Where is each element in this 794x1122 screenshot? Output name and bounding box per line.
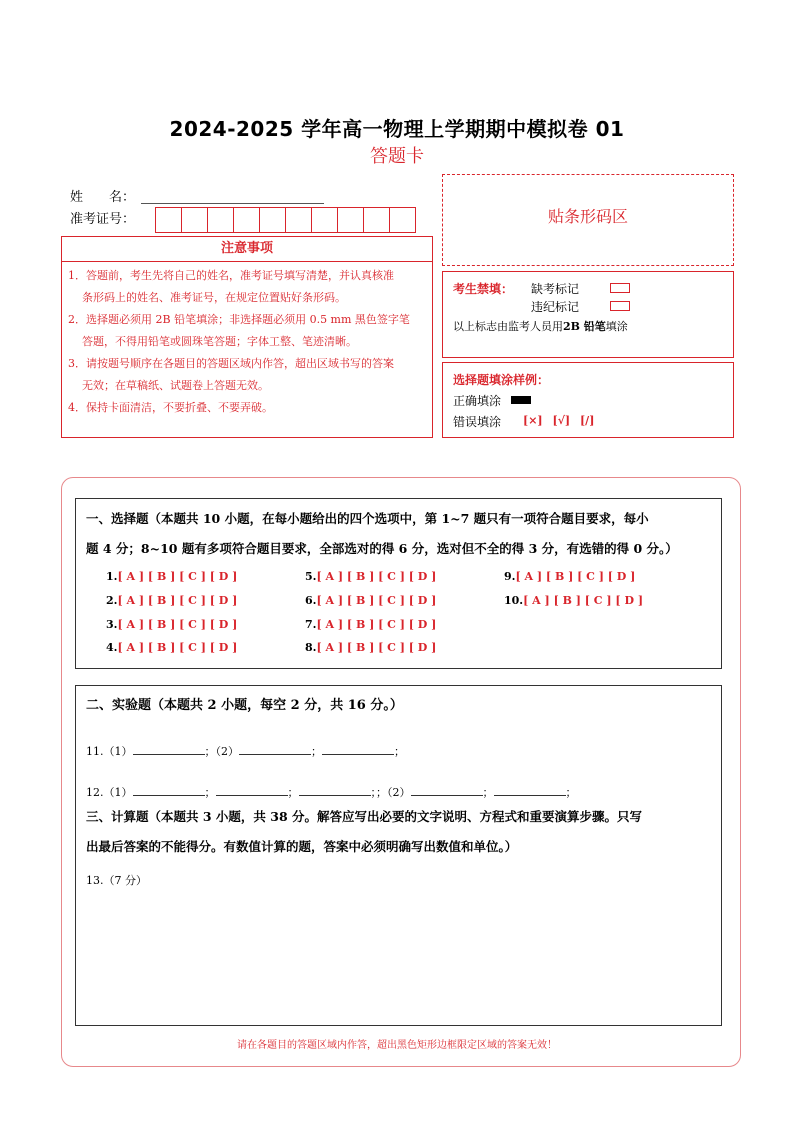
question-number: 9.	[504, 570, 516, 583]
page-subtitle: 答题卡	[370, 146, 424, 167]
answer-blank[interactable]	[299, 783, 371, 796]
choice-question[interactable]	[504, 594, 643, 607]
choice-question[interactable]	[305, 570, 436, 583]
fill-sample-title: 选择题填涂样例：	[453, 373, 550, 387]
notice-heading: 注意事项	[62, 237, 432, 262]
answer-blank[interactable]	[239, 742, 311, 755]
question-number: 5.	[305, 570, 317, 583]
q12-row	[86, 783, 577, 800]
choice-options[interactable]: [ A ] [ B ] [ C ] [ D ]	[523, 594, 644, 607]
wrong-fill-examples	[523, 414, 594, 427]
choice-question[interactable]	[305, 618, 436, 631]
notice-item	[62, 397, 432, 419]
examiner-note-text: 填涂	[605, 320, 628, 333]
notice-item	[62, 265, 432, 309]
absent-mark-box[interactable]	[610, 283, 630, 293]
q11-part2-label: ；（2）	[204, 745, 239, 758]
id-digit-box[interactable]	[338, 208, 364, 232]
question-number: 3.	[106, 618, 118, 631]
q13-label: 13.（7 分）	[86, 874, 147, 887]
barcode-area: 贴条形码区	[442, 174, 734, 266]
section-experiment-title: 二、实验题（本题共 2 小题，每空 2 分，共 16 分。）	[86, 698, 403, 713]
choice-question[interactable]	[305, 594, 436, 607]
id-digit-box[interactable]	[156, 208, 182, 232]
choice-options[interactable]: [ A ] [ B ] [ C ] [ D ]	[316, 594, 437, 607]
separator: ；	[394, 745, 405, 758]
answer-blank[interactable]	[411, 783, 483, 796]
section-choice-title-line2: 题 4 分；8~10 题有多项符合题目要求，全部选对的得 6 分，选对但不全的得 3 分，有选错的得 0 分。）	[86, 541, 678, 556]
answer-blank[interactable]	[322, 742, 394, 755]
notice-item-line: 3．请按题号顺序在各题目的答题区域内作答，超出区域书写的答案	[68, 357, 394, 370]
notice-item-line: 答题，不得用铅笔或圆珠笔答题；字体工整、笔迹清晰。	[82, 335, 357, 348]
question-number: 7.	[305, 618, 317, 631]
name-field[interactable]	[141, 202, 324, 204]
id-digit-box[interactable]	[312, 208, 338, 232]
violation-mark-box[interactable]	[610, 301, 630, 311]
id-digit-box[interactable]	[208, 208, 234, 232]
notice-item-line: 1．答题前，考生先将自己的姓名，准考证号填写清楚，并认真核准	[68, 269, 394, 282]
q12-part2-label: ；（2）	[376, 786, 411, 799]
notice-item-line: 2．选择题必须用 2B 铅笔填涂；非选择题必须用 0.5 mm 黑色签字笔	[68, 313, 410, 326]
question-number: 4.	[106, 641, 118, 654]
section-choice	[75, 498, 722, 669]
separator: ；	[565, 786, 577, 799]
section-experiment-calc	[75, 685, 722, 1026]
separator: ；	[370, 786, 376, 799]
question-number: 8.	[305, 641, 317, 654]
id-digit-box[interactable]	[260, 208, 286, 232]
choice-question[interactable]	[106, 570, 237, 583]
choice-options[interactable]: [ A ] [ B ] [ C ] [ D ]	[117, 641, 238, 654]
examiner-only-label: 考生禁填：	[453, 282, 514, 296]
wrong-mark: [√]	[552, 414, 571, 427]
choice-question[interactable]	[504, 570, 635, 583]
choice-options[interactable]: [ A ] [ B ] [ C ] [ D ]	[316, 570, 437, 583]
id-digit-box[interactable]	[390, 208, 415, 232]
q11-row	[86, 742, 405, 759]
examiner-note-bold: 2B 铅笔	[563, 320, 606, 333]
notice-item-line: 4．保持卡面清洁，不要折叠、不要弄破。	[68, 401, 273, 414]
question-number: 1.	[106, 570, 118, 583]
choice-options[interactable]: [ A ] [ B ] [ C ] [ D ]	[316, 618, 437, 631]
absent-mark-label: 缺考标记	[531, 282, 580, 296]
choice-question[interactable]	[106, 618, 237, 631]
question-number: 6.	[305, 594, 317, 607]
separator: ；	[482, 786, 494, 799]
examiner-only-box	[442, 271, 734, 358]
examiner-note	[453, 318, 628, 334]
id-label: 准考证号：	[70, 212, 136, 227]
violation-mark-label: 违纪标记	[531, 300, 580, 314]
separator: ；	[311, 745, 322, 758]
choice-options[interactable]: [ A ] [ B ] [ C ] [ D ]	[316, 641, 437, 654]
section-calc-title-line2: 出最后答案的不能得分。有数值计算的题，答案中必须明确写出数值和单位。）	[86, 839, 518, 854]
notice-item-line: 无效；在草稿纸、试题卷上答题无效。	[82, 379, 269, 392]
id-digit-box[interactable]	[182, 208, 208, 232]
choice-options[interactable]: [ A ] [ B ] [ C ] [ D ]	[117, 618, 238, 631]
notice-item	[62, 353, 432, 397]
choice-options[interactable]: [ A ] [ B ] [ C ] [ D ]	[117, 594, 238, 607]
notice-item-line: 条形码上的姓名、准考证号，在规定位置贴好条形码。	[82, 291, 346, 304]
notice-box	[61, 236, 433, 438]
q13-answer-area[interactable]	[86, 891, 711, 1016]
q12-label: 12.（1）	[86, 786, 133, 799]
answer-blank[interactable]	[133, 783, 205, 796]
wrong-fill-label: 错误填涂	[453, 415, 502, 429]
question-number: 2.	[106, 594, 118, 607]
separator: ；	[204, 786, 216, 799]
examiner-note-text: 以上标志由监考人员用	[453, 320, 563, 333]
fill-sample-box	[442, 362, 734, 438]
answer-blank[interactable]	[216, 783, 288, 796]
choice-options[interactable]: [ A ] [ B ] [ C ] [ D ]	[117, 570, 238, 583]
answer-blank[interactable]	[133, 742, 205, 755]
answer-blank[interactable]	[494, 783, 566, 796]
footer-note: 请在各题目的答题区域内作答，超出黑色矩形边框限定区域的答案无效！	[237, 1040, 557, 1051]
choice-question[interactable]	[106, 594, 237, 607]
choice-question[interactable]	[305, 641, 436, 654]
correct-fill-example	[511, 396, 531, 404]
q11-label: 11.（1）	[86, 745, 133, 758]
section-calc-title-line1: 三、计算题（本题共 3 小题，共 38 分。解答应写出必要的文字说明、方程式和重要演算步骤。只写	[86, 809, 643, 824]
page-title: 2024-2025 学年高一物理上学期期中模拟卷 01	[169, 117, 625, 141]
name-label: 姓 名：	[70, 190, 136, 205]
id-digit-box[interactable]	[364, 208, 390, 232]
wrong-mark: [/]	[579, 414, 595, 427]
id-digit-box[interactable]	[234, 208, 260, 232]
notice-item	[62, 309, 432, 353]
wrong-mark: [×]	[523, 414, 543, 427]
question-number: 10.	[504, 594, 524, 607]
choice-options[interactable]: [ A ] [ B ] [ C ] [ D ]	[515, 570, 636, 583]
section-choice-title-line1: 一、选择题（本题共 10 小题，在每小题给出的四个选项中，第 1~7 题只有一项符合题目要求，每小	[86, 511, 649, 526]
id-digit-box[interactable]	[286, 208, 312, 232]
id-number-boxes[interactable]	[155, 207, 416, 233]
correct-fill-label: 正确填涂	[453, 394, 502, 408]
choice-question[interactable]	[106, 641, 237, 654]
separator: ；	[287, 786, 299, 799]
